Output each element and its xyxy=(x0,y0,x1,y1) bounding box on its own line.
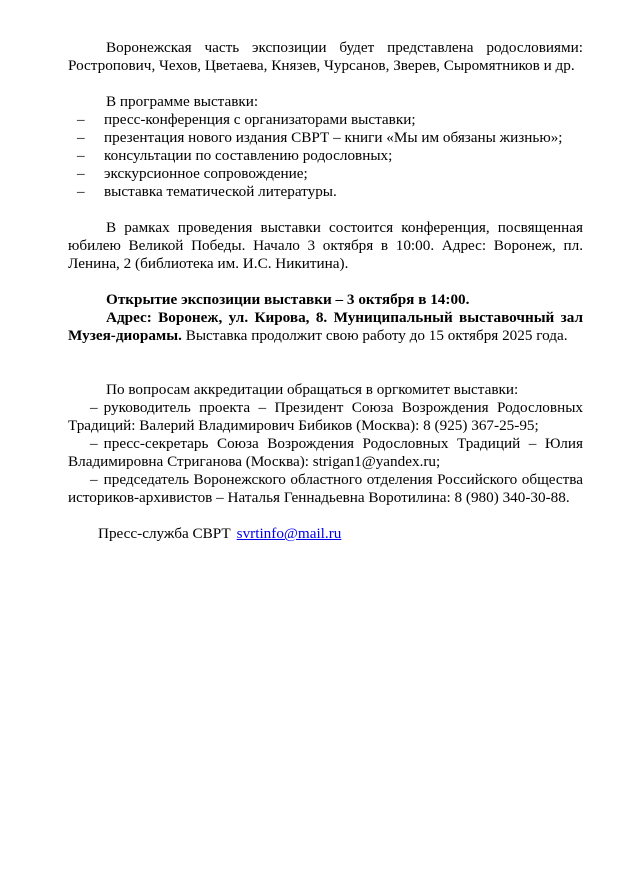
dash-marker: – xyxy=(90,435,98,452)
dash-marker: – xyxy=(77,129,85,146)
accreditation-heading: По вопросам аккредитации обращаться в оргкомитет выставки: xyxy=(106,381,519,398)
contact-text: пресс-секретарь Союза Возрождения Родословных Традиций – Юлия Владимировна Стриганова (Москва): strigan1@yandex.ru; xyxy=(68,435,583,470)
signature-label: Пресс-служба СВРТ xyxy=(98,525,231,542)
list-item-text: пресс-конференция с организаторами выставки; xyxy=(104,111,416,128)
spacer xyxy=(68,201,583,219)
dash-marker: – xyxy=(77,183,85,200)
email-link[interactable]: svrtinfo@mail.ru xyxy=(236,525,342,542)
list-item-text: презентация нового издания СВРТ – книги «Мы им обязаны жизнью»; xyxy=(104,129,563,146)
dash-marker: – xyxy=(77,111,85,128)
dash-marker: – xyxy=(90,471,98,488)
contact-item xyxy=(68,399,583,435)
dash-marker: – xyxy=(77,165,85,182)
intro-paragraph: Воронежская часть экспозиции будет представлена родословиями: Ростропович, Чехов, Цветаева, Князев, Чурсанов, Зверев, Сыромятников и др. xyxy=(68,39,583,74)
opening-address xyxy=(68,309,583,345)
list-item xyxy=(68,129,583,147)
opening-title-text: Открытие экспозиции выставки – 3 октября в 14:00. xyxy=(106,291,470,308)
contact-item xyxy=(68,435,583,471)
list-item xyxy=(68,183,583,201)
list-item-text: экскурсионное сопровождение; xyxy=(104,165,308,182)
spacer xyxy=(68,507,583,525)
contact-text: руководитель проекта – Президент Союза Возрождения Родословных Традиций: Валерий Владимирович Бибиков (Москва): 8 (925) 367-25-95; xyxy=(68,399,583,434)
list-item xyxy=(68,165,583,183)
opening-title xyxy=(68,291,583,309)
conference-paragraph: В рамках проведения выставки состоится конференция, посвященная юбилею Великой Победы. Начало 3 октября в 10:00. Адрес: Воронеж, пл. Ленина, 2 (библиотека им. И.С. Никитина). xyxy=(68,219,583,272)
spacer xyxy=(68,273,583,291)
contact-item xyxy=(68,471,583,507)
dash-marker: – xyxy=(77,147,85,164)
signature-line xyxy=(68,525,583,543)
opening-address-rest: Выставка продолжит свою работу до 15 октября 2025 года. xyxy=(181,327,568,344)
list-item xyxy=(68,147,583,165)
list-item-text: выставка тематической литературы. xyxy=(104,183,337,200)
list-item xyxy=(68,111,583,129)
contact-text: председатель Воронежского областного отделения Российского общества историков-архивистов – Наталья Геннадьевна Воротилина: 8 (980) 340-30-88. xyxy=(68,471,583,506)
spacer xyxy=(68,363,583,381)
dash-marker: – xyxy=(90,399,98,416)
document-page xyxy=(68,39,583,543)
opening-address-bold: Адрес: Воронеж, ул. Кирова, 8. Муниципальный выставочный зал Музея-диорамы. xyxy=(68,309,583,344)
spacer xyxy=(68,75,583,93)
list-item-text: консультации по составлению родословных; xyxy=(104,147,393,164)
program-list xyxy=(68,111,583,201)
program-heading: В программе выставки: xyxy=(106,93,259,110)
spacer xyxy=(68,345,583,363)
